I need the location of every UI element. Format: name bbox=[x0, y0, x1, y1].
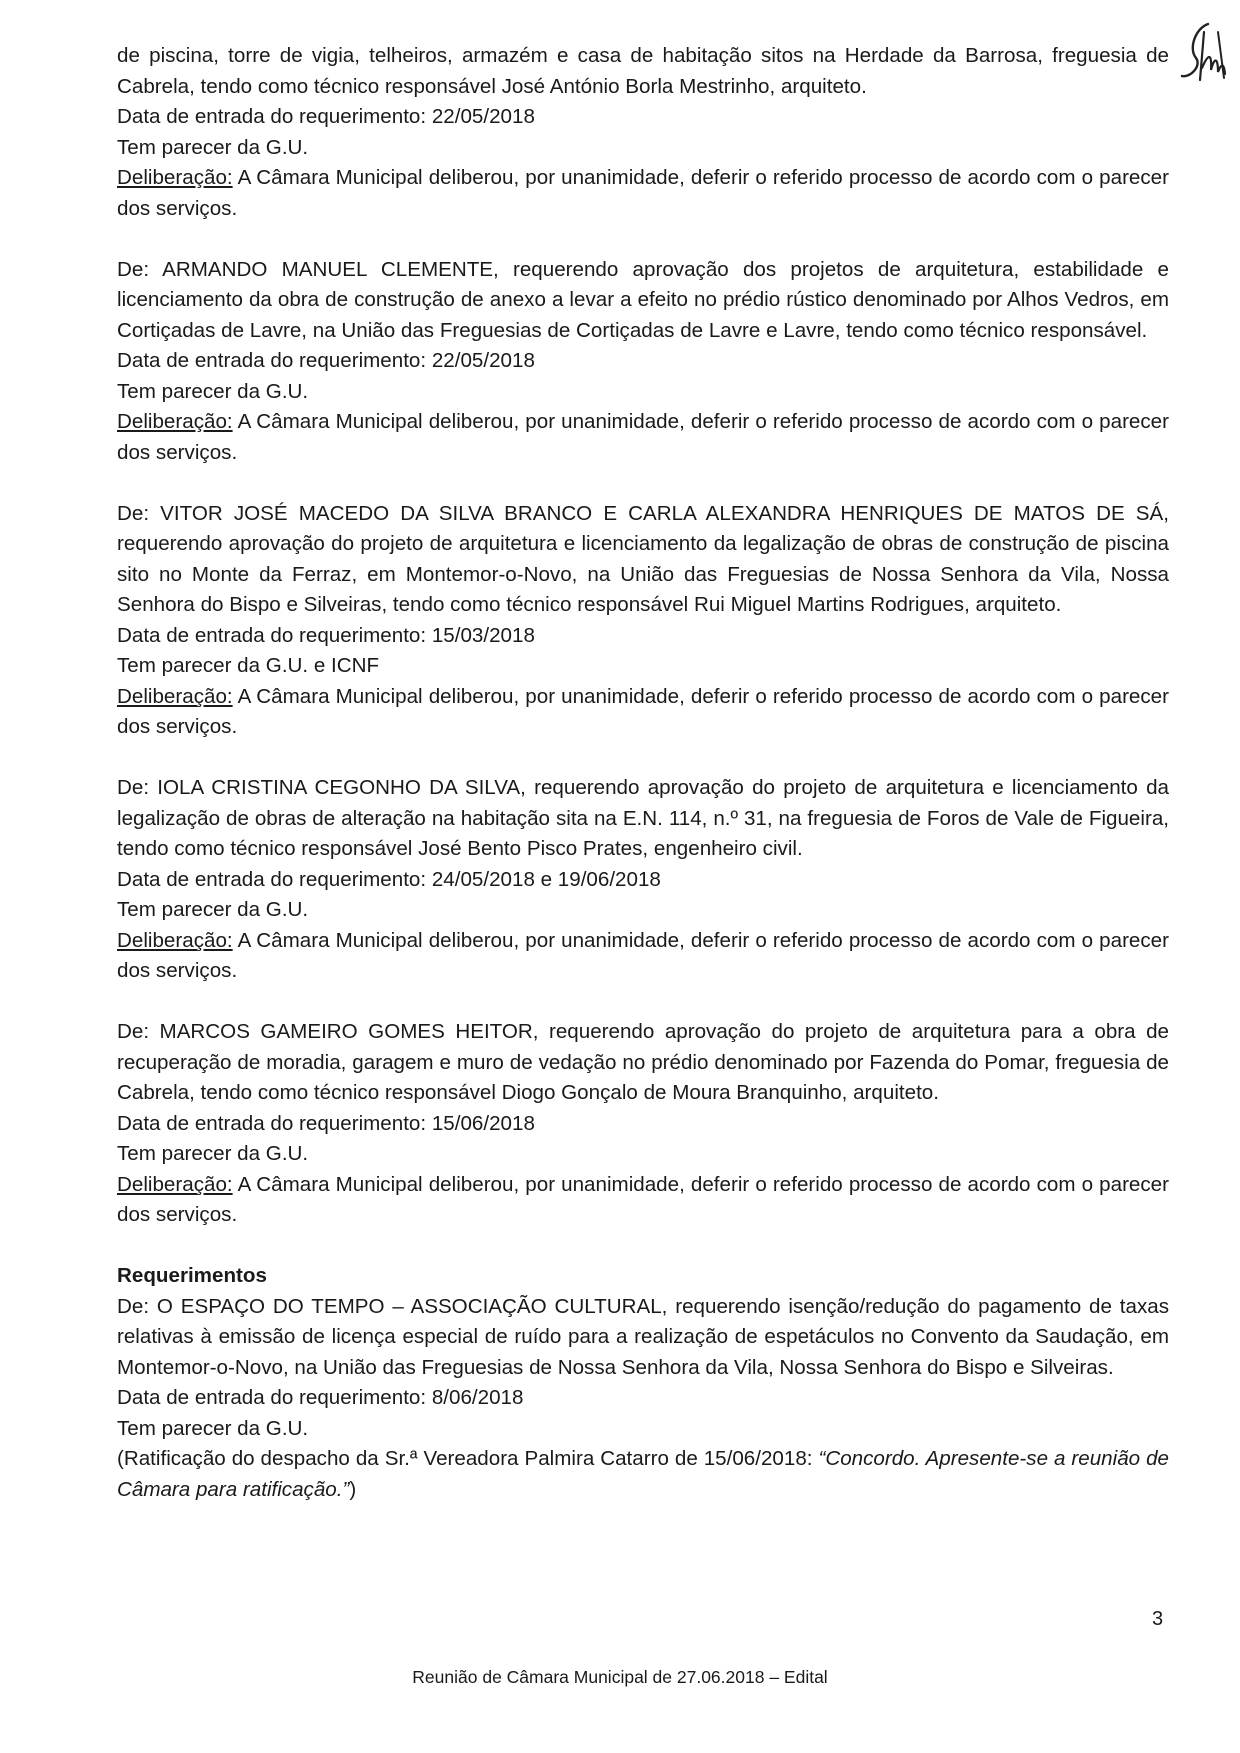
entry-date: Data de entrada do requerimento: 24/05/2018 e 19/06/2018 bbox=[117, 867, 661, 891]
deliberation-label: Deliberação: bbox=[117, 410, 233, 433]
ratification-suffix: ) bbox=[349, 1477, 357, 1501]
requerimentos-section bbox=[117, 1261, 1169, 1505]
entry-description: De: VITOR JOSÉ MACEDO DA SILVA BRANCO E CARLA ALEXANDRA HENRIQUES DE MATOS DE SÁ, requerendo aprovação do projeto de arquitetura e licenciamento da legalização de obras de construção de piscina sito no Monte da Ferraz, em Montemor-o-Novo, na União das Freguesias de Nossa Senhora da Vila, Nossa Senhora do Bispo e Silveiras, tendo como técnico responsável Rui Miguel Martins Rodrigues, arquiteto. bbox=[117, 501, 1169, 616]
entry-opinion: Tem parecer da G.U. bbox=[117, 135, 309, 159]
deliberation-text: A Câmara Municipal deliberou, por unanimidade, deferir o referido processo de acordo com o parecer dos serviços. bbox=[117, 410, 1169, 464]
deliberation-label: Deliberação: bbox=[117, 928, 233, 952]
entry-description: De: IOLA CRISTINA CEGONHO DA SILVA, requerendo aprovação do projeto de arquitetura e licenciamento da legalização de obras de alteração na habitação sita na E.N. 114, n.º 31, na freguesia de Foros de Vale de Figueira, tendo como técnico responsável José Bento Pisco Prates, engenheiro civil. bbox=[117, 776, 1169, 860]
process-entry bbox=[117, 1017, 1169, 1231]
entry-date: Data de entrada do requerimento: 8/06/2018 bbox=[117, 1386, 524, 1409]
entry-deliberation bbox=[117, 407, 1169, 468]
entry-deliberation bbox=[117, 163, 1169, 224]
entry-date: Data de entrada do requerimento: 22/05/2018 bbox=[117, 105, 535, 128]
signature-mark bbox=[1178, 18, 1228, 90]
section-heading: Requerimentos bbox=[117, 1264, 267, 1287]
entry-opinion: Tem parecer da G.U. bbox=[117, 1142, 309, 1165]
ratification-quote: “Concordo. Apresente-se a reunião de Câmara para ratificação.” bbox=[117, 1447, 1169, 1501]
deliberation-text: A Câmara Municipal deliberou, por unanimidade, deferir o referido processo de acordo com o parecer dos serviços. bbox=[117, 928, 1169, 982]
entry-opinion: Tem parecer da G.U. e ICNF bbox=[117, 654, 380, 677]
deliberation-text: A Câmara Municipal deliberou, por unanimidade, deferir o referido processo de acordo com o parecer dos serviços. bbox=[117, 166, 1169, 220]
process-entry bbox=[117, 773, 1169, 987]
deliberation-label: Deliberação: bbox=[117, 1172, 233, 1196]
entry-opinion: Tem parecer da G.U. bbox=[117, 379, 309, 403]
entry-opinion: Tem parecer da G.U. bbox=[117, 898, 309, 921]
entry-description: De: O ESPAÇO DO TEMPO – ASSOCIAÇÃO CULTURAL, requerendo isenção/redução do pagamento de taxas relativas à emissão de licença especial de ruído para a realização de espetáculos no Convento da Saudação, em Montemor-o-Novo, na União das Freguesias de Nossa Senhora da Vila, Nossa Senhora do Bispo e Silveiras. bbox=[117, 1294, 1169, 1379]
entry-description: De: MARCOS GAMEIRO GOMES HEITOR, requerendo aprovação do projeto de arquitetura para a obra de recuperação de moradia, garagem e muro de vedação no prédio denominado por Fazenda do Pomar, freguesia de Cabrela, tendo como técnico responsável Diogo Gonçalo de Moura Branquinho, arquiteto. bbox=[117, 1020, 1169, 1104]
entry-date: Data de entrada do requerimento: 15/03/2018 bbox=[117, 623, 535, 647]
document-body bbox=[117, 41, 1169, 1505]
deliberation-label: Deliberação: bbox=[117, 166, 233, 189]
page-number: 3 bbox=[1152, 1608, 1164, 1630]
entry-description: de piscina, torre de vigia, telheiros, armazém e casa de habitação sitos na Herdade da Barrosa, freguesia de Cabrela, tendo como técnico responsável José António Borla Mestrinho, arquiteto. bbox=[117, 44, 1169, 98]
process-entry bbox=[117, 499, 1169, 743]
deliberation-text: A Câmara Municipal deliberou, por unanimidade, deferir o referido processo de acordo com o parecer dos serviços. bbox=[117, 1172, 1169, 1226]
entry-opinion: Tem parecer da G.U. bbox=[117, 1416, 309, 1440]
entry-deliberation bbox=[117, 1170, 1169, 1231]
page-footer: Reunião de Câmara Municipal de 27.06.2018 – Edital bbox=[412, 1667, 828, 1687]
entry-deliberation bbox=[117, 682, 1169, 743]
process-entry bbox=[117, 41, 1169, 224]
deliberation-text: A Câmara Municipal deliberou, por unanimidade, deferir o referido processo de acordo com o parecer dos serviços. bbox=[117, 684, 1169, 738]
entry-description: De: ARMANDO MANUEL CLEMENTE, requerendo aprovação dos projetos de arquitetura, estabilidade e licenciamento da obra de construção de anexo a levar a efeito no prédio rústico denominado por Alhos Vedros, em Cortiçadas de Lavre, na União das Freguesias de Cortiçadas de Lavre e Lavre, tendo como técnico responsável. bbox=[117, 257, 1169, 342]
deliberation-label: Deliberação: bbox=[117, 684, 233, 708]
entry-date: Data de entrada do requerimento: 22/05/2018 bbox=[117, 349, 535, 372]
ratification-prefix: (Ratificação do despacho da Sr.ª Vereadora Palmira Catarro de 15/06/2018: bbox=[117, 1447, 819, 1470]
process-entry bbox=[117, 255, 1169, 469]
entry-date: Data de entrada do requerimento: 15/06/2018 bbox=[117, 1111, 535, 1135]
ratification-note bbox=[117, 1444, 1169, 1505]
entry-deliberation bbox=[117, 926, 1169, 987]
